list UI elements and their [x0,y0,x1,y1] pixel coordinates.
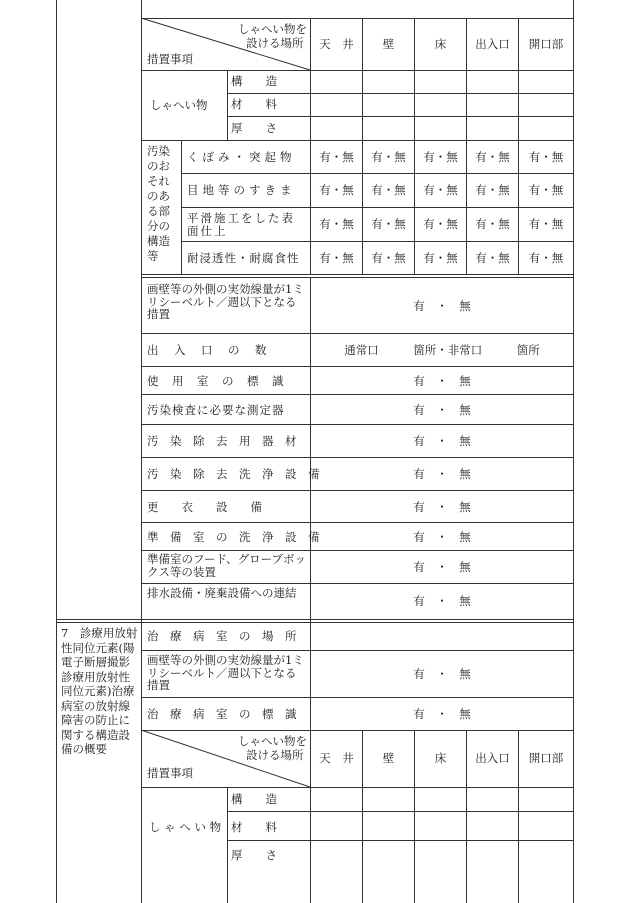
contamination-row-smooth: 平滑施工をした表面仕上 [187,211,295,238]
column-header-wall: 壁 [382,37,395,51]
measure-yes-no: 有 ・ 無 [413,530,471,544]
mark: 有・無 [528,217,564,231]
mark: 有・無 [371,150,406,164]
contamination-label-0: 汚染 [147,144,170,158]
contamination-label-6: 構造 [147,234,170,248]
contamination-row-dents: くぼみ・突起物 [187,150,296,164]
mark: 有・無 [319,150,354,164]
shield-material: 材 料 [231,97,277,111]
measure-yes-no: 有 ・ 無 [413,434,471,448]
measure-row-drain: 排水設備・廃棄設備への連結 [147,586,297,600]
measure-yes-no: 有 ・ 無 [413,560,471,574]
measure-row-sign: 使 用 室 の 標 識 [147,374,285,388]
mark: 有・無 [371,217,406,231]
column-header-opening: 開口部 [528,751,564,765]
column-header-wall: 壁 [382,751,395,765]
section7-wall-dose-yes-no: 有 ・ 無 [413,667,471,681]
column-header-floor: 床 [434,37,447,51]
measure-row-prep-wash: 準 備 室 の 洗 浄 設 備 [147,530,320,544]
contamination-row-joints: 目地等のすきま [187,183,296,197]
measure-yes-no: 有 ・ 無 [413,500,471,514]
column-header-entrance: 出入口 [475,37,510,51]
mark: 有・無 [528,183,564,197]
measure-yes-no: 有 ・ 無 [413,374,471,388]
section7-shield-thickness: 厚 さ [231,848,277,862]
section7-shield-label: し ゃ へ い 物 [149,820,222,834]
column-header-floor: 床 [434,751,447,765]
diag-bottom-label-2: 措置事項 [147,766,193,780]
measure-row-changing: 更 衣 設 備 [147,500,262,514]
mark: 有・無 [371,183,406,197]
mark: 有・無 [423,183,458,197]
measure-yes-no: 有 ・ 無 [413,594,471,608]
mark: 有・無 [475,217,510,231]
mark: 有・無 [423,251,458,265]
mark: 有・無 [423,217,458,231]
shield-label: しゃへい物 [150,98,208,112]
section7-wall-dose: 画壁等の外側の実効線量が1ミリシーベルト／週以下となる措置 [147,653,304,692]
contamination-label-4: る部 [147,204,170,218]
shield-thickness: 厚 さ [231,121,277,135]
column-header-ceiling: 天 井 [319,751,354,765]
section7-sign-yes-no: 有 ・ 無 [413,707,471,721]
measure-row-equipment: 汚 染 除 去 用 器 材 [147,434,297,448]
section7-title: 7 診療用放射性同位元素(陽電子断層撮影診療用放射性同位元素)治療病室の放射線障害の防止に関する構造設備の概要 [61,626,138,756]
measure-row-washing: 汚 染 除 去 洗 浄 設 備 [147,467,320,481]
entrance-count-value: 通常口 箇所・非常口 箇所 [344,343,540,357]
measure-yes-no: 有 ・ 無 [413,467,471,481]
mark: 有・無 [475,251,510,265]
shield-structure: 構 造 [231,74,277,88]
section7-room-place: 治 療 病 室 の 場 所 [147,629,297,643]
contamination-label-7: 等 [147,249,159,263]
mark: 有・無 [528,150,564,164]
mark: 有・無 [475,183,510,197]
diag-top-line2-2: 設ける場所 [246,748,304,762]
diag-top-line1: しゃへい物を [238,22,307,36]
contamination-row-corrosion: 耐浸透性・耐腐食性 [187,251,300,265]
section7-shield-structure: 構 造 [231,792,277,806]
contamination-label-1: のお [147,159,170,173]
measure-row-meter: 汚染検査に必要な測定器 [147,403,285,417]
diag-top-line1-2: しゃへい物を [238,734,307,748]
wall-dose-yes-no: 有 ・ 無 [413,299,471,313]
contamination-label-3: のあ [147,189,170,203]
mark: 有・無 [319,251,354,265]
mark: 有・無 [319,183,354,197]
mark: 有・無 [319,217,354,231]
mark: 有・無 [475,150,510,164]
section7-sign: 治 療 病 室 の 標 識 [147,707,297,721]
wall-dose-measure: 画壁等の外側の実効線量が1ミリシーベルト／週以下となる措置 [147,282,304,321]
contamination-label-2: それ [147,174,170,188]
measure-row-hood: 準備室のフード、グローブボックス等の装置 [147,552,307,579]
mark: 有・無 [423,150,458,164]
entrance-count-label: 出 入 口 の 数 [147,343,269,357]
mark: 有・無 [528,251,564,265]
contamination-label-5: 分の [147,219,170,233]
measure-yes-no: 有 ・ 無 [413,403,471,417]
diag-bottom-label: 措置事項 [147,52,193,66]
section7-shield-material: 材 料 [231,820,277,834]
diag-top-line2: 設ける場所 [246,36,304,50]
column-header-opening: 開口部 [528,37,564,51]
column-header-entrance: 出入口 [475,751,510,765]
mark: 有・無 [371,251,406,265]
column-header-ceiling: 天 井 [319,37,354,51]
